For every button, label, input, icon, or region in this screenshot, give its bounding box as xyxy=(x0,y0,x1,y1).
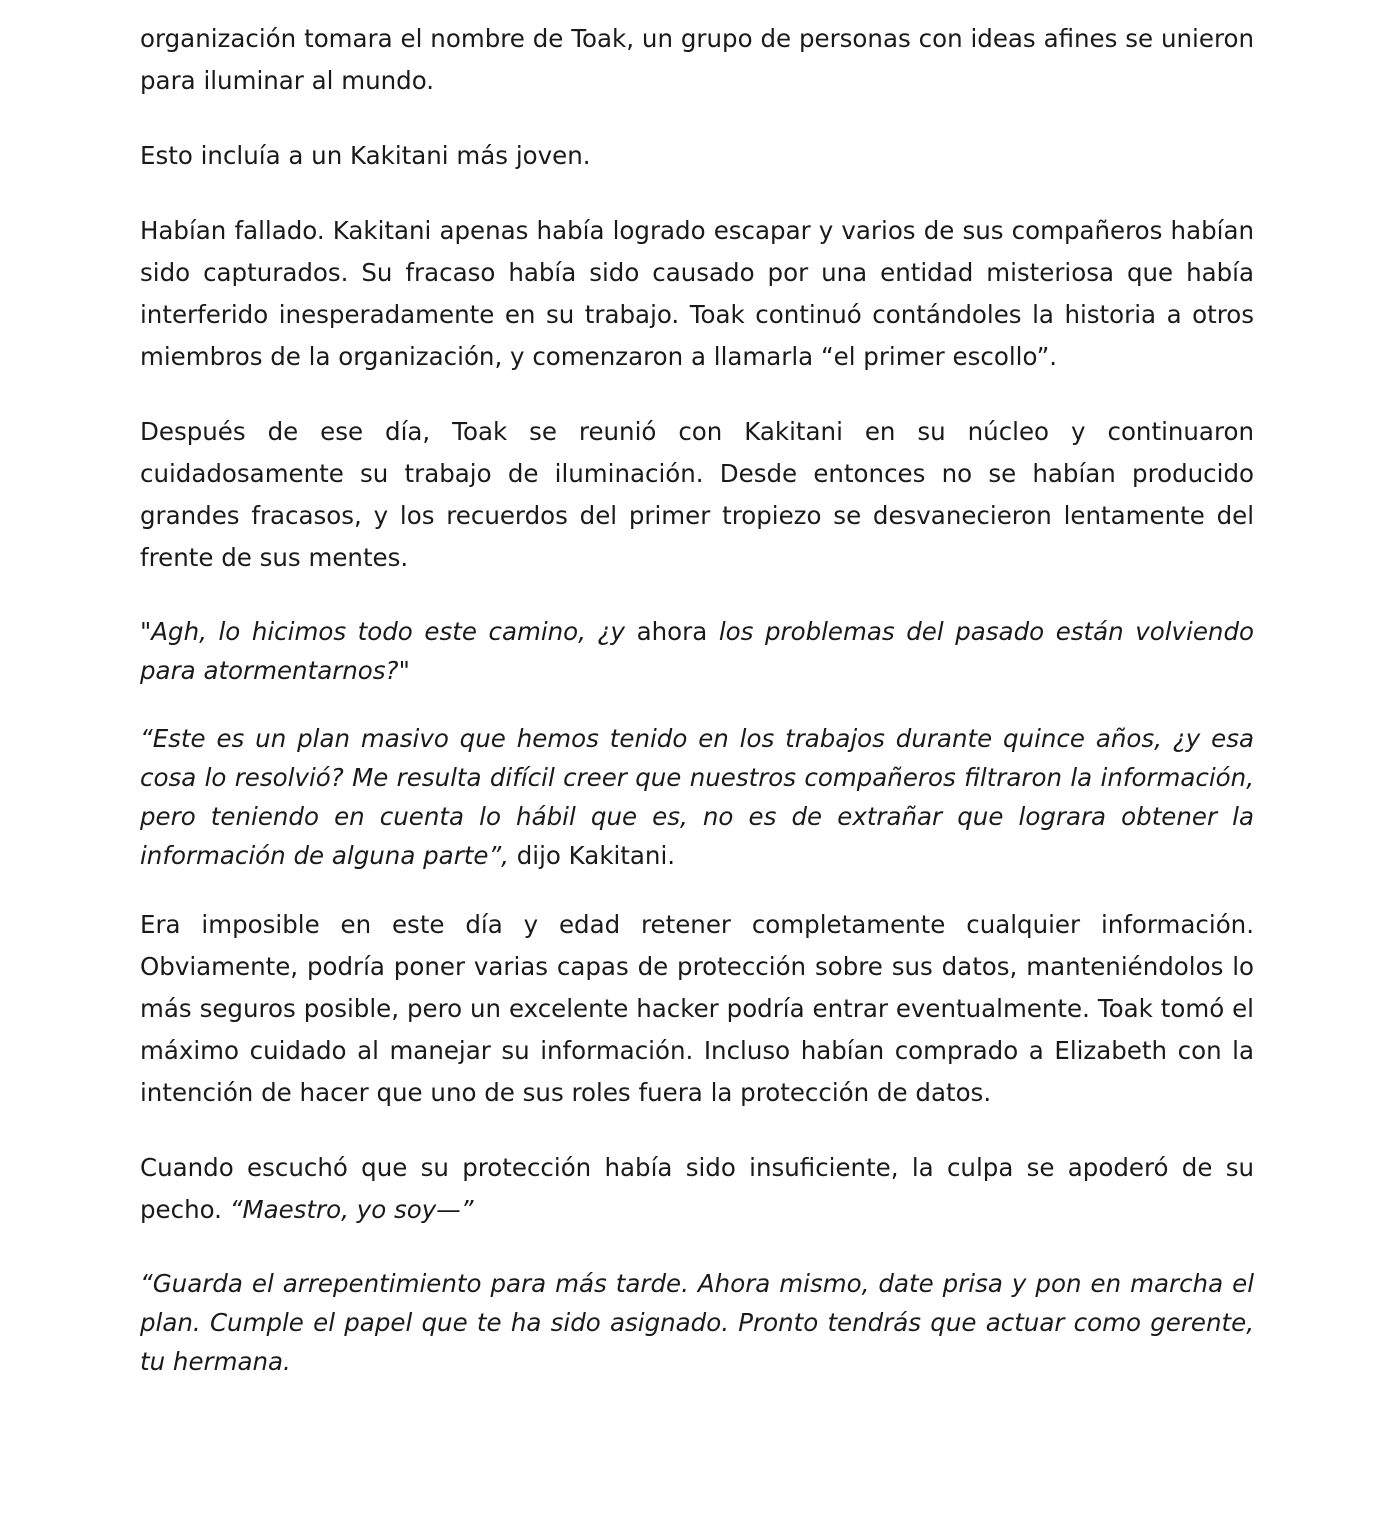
text-run: organización tomara el nombre de Toak, un grupo de personas con ideas afines se unieron para iluminar al mundo. xyxy=(140,24,1254,95)
text-run: Esto incluía a un Kakitani más joven. xyxy=(140,141,591,170)
text-run: Después de ese día, Toak se reunió con Kakitani en su núcleo y continuaron cuidadosamente su trabajo de iluminación. Desde entonces no se habían producido grandes fracasos, y los recuerdos del primer tropiezo se desvanecieron lentamente del frente de sus mentes. xyxy=(140,417,1254,572)
paragraph xyxy=(140,18,1254,102)
italic-run: “Maestro, yo soy—” xyxy=(229,1195,474,1224)
paragraph xyxy=(140,135,1254,177)
italic-run: “Guarda el arrepentimiento para más tarde. Ahora mismo, date prisa y pon en marcha el plan. Cumple el papel que te ha sido asignado. Pronto tendrás que actuar como gerente, tu hermana. xyxy=(140,1269,1254,1376)
text-run: Era imposible en este día y edad retener completamente cualquier información. Obviamente, podría poner varias capas de protección sobre sus datos, manteniéndolos lo más seguros posible, pero un excelente hacker podría entrar eventualmente. Toak tomó el máximo cuidado al manejar su información. Incluso habían comprado a Elizabeth con la intención de hacer que uno de sus roles fuera la protección de datos. xyxy=(140,910,1254,1107)
paragraph xyxy=(140,210,1254,378)
italic-run: "Agh, lo hicimos todo este camino, ¿y xyxy=(140,617,637,646)
text-run: Habían fallado. Kakitani apenas había logrado escapar y varios de sus compañeros habían sido capturados. Su fracaso había sido causado por una entidad misteriosa que había interferido inesperadamente en su trabajo. Toak continuó contándoles la historia a otros miembros de la organización, y comenzaron a llamarla “el primer escollo”. xyxy=(140,216,1254,371)
italic-run: los problemas del pasado están volviendo para atormentarnos?" xyxy=(140,617,1255,685)
text-run: dijo Kakitani. xyxy=(508,841,676,870)
text-run: Cuando escuchó que su protección había sido insuficiente, la culpa se apoderó de su pecho. xyxy=(140,1153,1254,1224)
dialogue-paragraph xyxy=(140,612,1254,690)
document-page xyxy=(140,18,1254,1414)
dialogue-paragraph xyxy=(140,719,1254,875)
dialogue-paragraph xyxy=(140,1264,1254,1381)
paragraph xyxy=(140,1147,1254,1231)
text-run: ahora xyxy=(636,617,719,646)
paragraph xyxy=(140,904,1254,1114)
italic-run: “Este es un plan masivo que hemos tenido en los trabajos durante quince años, ¿y esa cosa lo resolvió? Me resulta difícil creer que nuestros compañeros filtraron la información, pero teniendo en cuenta lo hábil que es, no es de extrañar que lograra obtener la información de alguna parte”, xyxy=(140,724,1254,870)
paragraph xyxy=(140,411,1254,579)
